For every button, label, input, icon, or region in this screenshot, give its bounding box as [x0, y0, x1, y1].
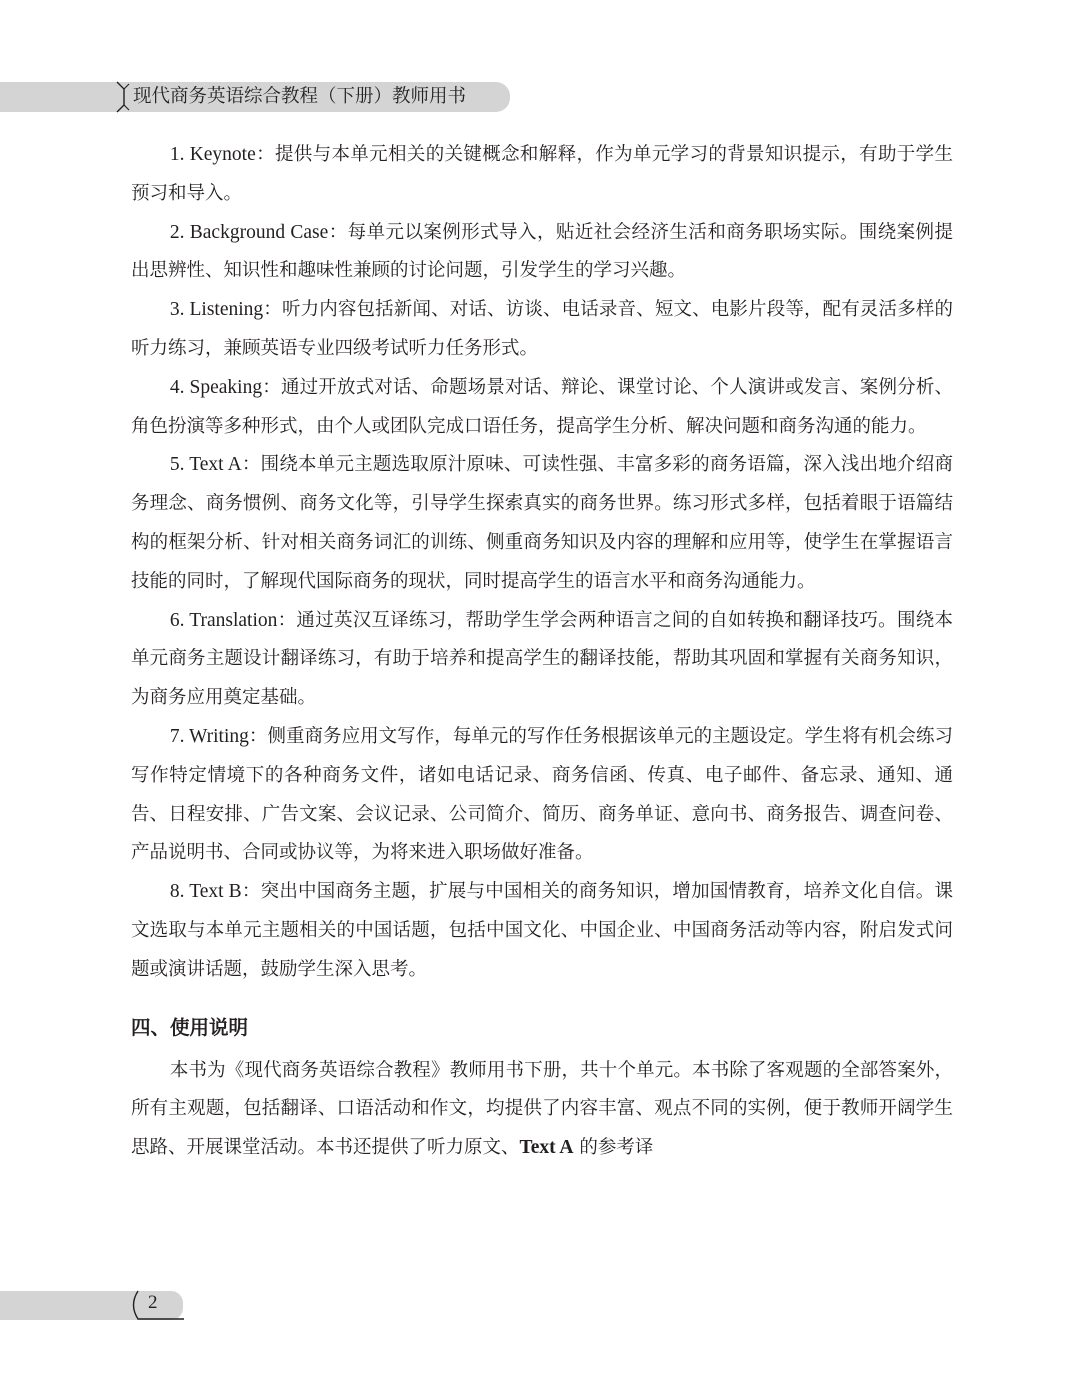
item-label: 6. Translation: [169, 609, 278, 631]
usage-bold-term: Text A: [519, 1137, 574, 1159]
item-label: 4. Speaking: [169, 376, 263, 398]
usage-text-before: 本书为《现代商务英语综合教程》教师用书下册，共十个单元。本书除了客观题的全部答案外，所有主观题，包括翻译、口语活动和作文，均提供了内容丰富、观点不同的实例，便于教师开阔学生思路、开展课堂活动。本书还提供了听力原文、: [131, 1059, 953, 1159]
item-translation: [131, 602, 953, 718]
header-bracket-ornament: [115, 80, 131, 114]
header-book-title: 现代商务英语综合教程（下册）教师用书: [133, 86, 467, 107]
item-text-b: [131, 873, 953, 989]
section-heading-usage: 四、使用说明: [131, 1015, 249, 1039]
usage-paragraph: [131, 1052, 953, 1168]
item-writing: [131, 718, 953, 873]
page-body: [131, 136, 953, 1168]
page-number: 2: [148, 1292, 158, 1313]
item-label: 3. Listening: [169, 299, 264, 321]
item-text: ：通过英汉互译练习，帮助学生学会两种语言之间的自如转换和翻译技巧。围绕本单元商务主题设计翻译练习，有助于培养和提高学生的翻译技能，帮助其巩固和掌握有关商务知识，为商务应用奠定基础。: [131, 609, 953, 709]
item-text: ：通过开放式对话、命题场景对话、辩论、课堂讨论、个人演讲或发言、案例分析、角色扮演等多种形式，由个人或团队完成口语任务，提高学生分析、解决问题和商务沟通的能力。: [131, 376, 953, 437]
item-label: 5. Text A: [169, 454, 242, 476]
item-text: ：提供与本单元相关的关键概念和解释，作为单元学习的背景知识提示，有助于学生预习和导入。: [131, 144, 953, 204]
item-text: ：侧重商务应用文写作，每单元的写作任务根据该单元的主题设定。学生将有机会练习写作特定情境下的各种商务文件，诸如电话记录、商务信函、传真、电子邮件、备忘录、通知、通告、日程安排、广告文案、会议记录、公司简介、简历、商务单证、意向书、商务报告、调查问卷、产品说明书、合同或协议等，为将来进入职场做好准备。: [131, 725, 953, 864]
item-text: ：听力内容包括新闻、对话、访谈、电话录音、短文、电影片段等，配有灵活多样的听力练习，兼顾英语专业四级考试听力任务形式。: [131, 299, 953, 359]
item-text: ：突出中国商务主题，扩展与中国相关的商务知识，增加国情教育，培养文化自信。课文选取与本单元主题相关的中国话题，包括中国文化、中国企业、中国商务活动等内容，附启发式问题或演讲话题，鼓励学生深入思考。: [131, 881, 953, 980]
usage-text-after: 的参考译: [573, 1137, 654, 1159]
item-speaking: [131, 369, 953, 447]
item-background-case: [131, 214, 953, 292]
item-label: 2. Background Case: [169, 221, 329, 243]
item-text-a: [131, 446, 953, 601]
item-label: 1. Keynote: [169, 144, 256, 165]
item-label: 7. Writing: [169, 725, 249, 747]
item-text: ：围绕本单元主题选取原汁原味、可读性强、丰富多彩的商务语篇，深入浅出地介绍商务理念、商务惯例、商务文化等，引导学生探索真实的商务世界。练习形式多样，包括着眼于语篇结构的框架分析、针对相关商务词汇的训练、侧重商务知识及内容的理解和应用等，使学生在掌握语言技能的同时，了解现代国际商务的现状，同时提高学生的语言水平和商务沟通能力。: [131, 454, 953, 592]
item-listening: [131, 291, 953, 369]
item-keynote: [131, 136, 953, 214]
item-text: ：每单元以案例形式导入，贴近社会经济生活和商务职场实际。围绕案例提出思辨性、知识性和趣味性兼顾的讨论问题，引发学生的学习兴趣。: [131, 221, 953, 282]
item-label: 8. Text B: [169, 881, 242, 903]
